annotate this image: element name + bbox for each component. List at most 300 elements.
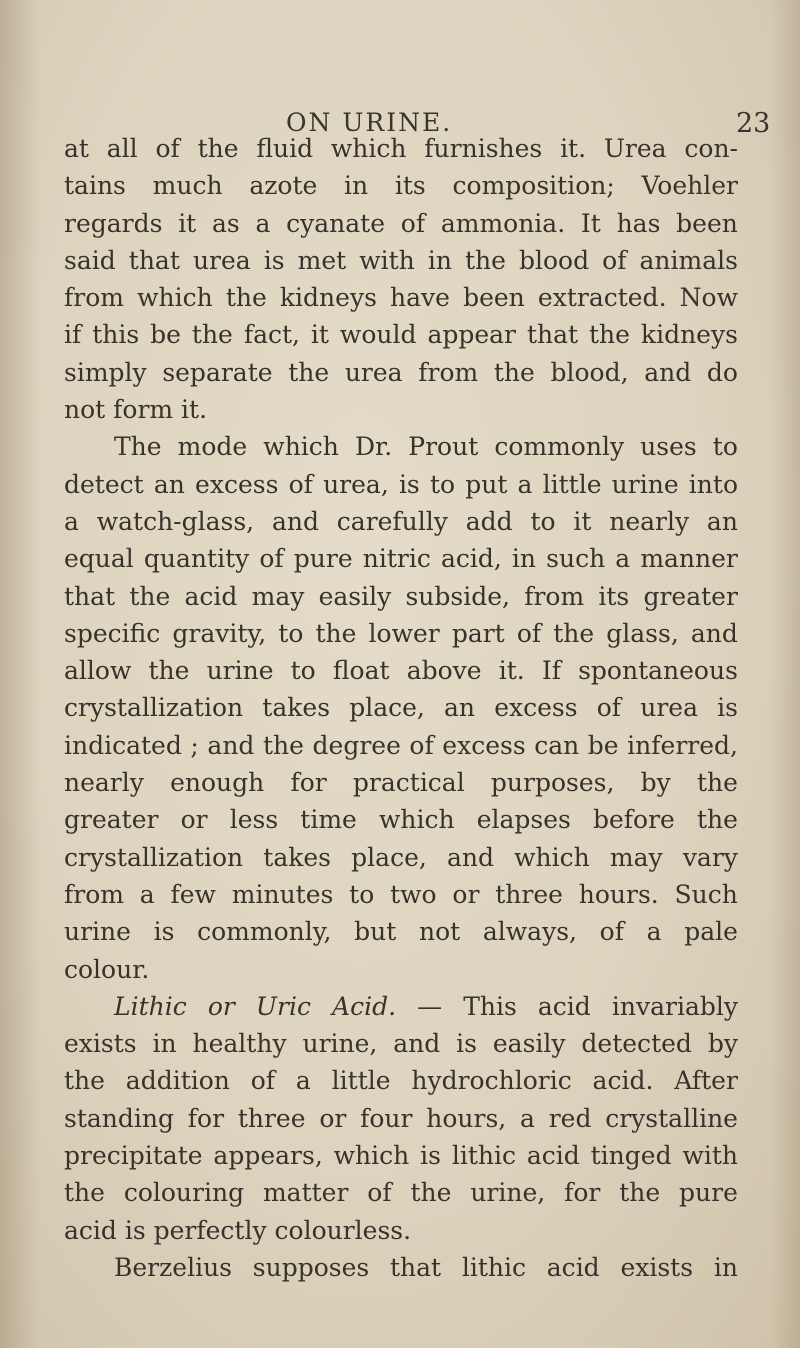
word: easily xyxy=(492,1029,566,1059)
text-line-content xyxy=(64,1137,738,1174)
word: which xyxy=(514,842,590,872)
word: the xyxy=(288,357,330,387)
word: lower xyxy=(368,618,440,648)
word: acid xyxy=(537,991,591,1021)
word: simply xyxy=(64,357,147,387)
word: not xyxy=(419,917,461,947)
text-line xyxy=(0,615,800,652)
word: glass, xyxy=(606,618,679,648)
text-line-content xyxy=(64,801,738,838)
word: urine xyxy=(206,656,274,686)
word: lithic xyxy=(451,1141,516,1171)
text-line xyxy=(0,205,800,242)
word: If xyxy=(541,656,561,686)
word: hydrochloric xyxy=(411,1066,572,1096)
word: furnishes xyxy=(424,134,543,163)
word: appears, xyxy=(213,1141,323,1171)
word: for xyxy=(564,1178,601,1208)
word: the xyxy=(410,1178,452,1208)
word: in xyxy=(427,245,452,275)
word: gravity, xyxy=(172,618,267,648)
word: place, xyxy=(351,842,427,872)
word: is xyxy=(717,693,738,723)
word: and xyxy=(446,842,494,872)
word: urea xyxy=(640,693,698,723)
text-line xyxy=(0,727,800,764)
word: easily xyxy=(318,581,392,611)
word: met xyxy=(297,245,347,275)
text-line xyxy=(0,839,800,876)
word: it xyxy=(573,506,592,536)
word: commonly xyxy=(494,432,625,462)
word: composition; xyxy=(452,171,615,201)
word: the xyxy=(553,618,595,648)
word: it xyxy=(310,320,329,350)
word: acid xyxy=(184,581,238,611)
text-line-content: colour. xyxy=(64,954,150,984)
word: practical xyxy=(352,768,465,798)
word: is xyxy=(456,1029,477,1059)
word: Lithic xyxy=(114,991,187,1021)
word: for xyxy=(290,768,327,798)
word: urine, xyxy=(302,1029,378,1059)
word: is xyxy=(153,917,175,947)
text-line xyxy=(0,1212,800,1249)
word: ; xyxy=(190,730,199,760)
word: quantity xyxy=(143,544,250,574)
word: blood, xyxy=(550,357,629,387)
text-line xyxy=(0,1100,800,1137)
word: the xyxy=(464,245,506,275)
word: float xyxy=(332,656,390,686)
word: nitric xyxy=(362,544,431,574)
word: which xyxy=(378,805,455,835)
word: exists xyxy=(64,1029,137,1059)
word: the xyxy=(64,1066,105,1096)
word: in xyxy=(344,171,369,201)
word: acid xyxy=(526,1141,580,1171)
word: may xyxy=(251,581,305,611)
word: excess xyxy=(494,693,578,723)
word: commonly, xyxy=(197,917,332,947)
text-line-content xyxy=(64,1100,738,1137)
word: urea, xyxy=(323,469,389,499)
text-line xyxy=(0,130,800,167)
word: of xyxy=(259,544,284,574)
word: the xyxy=(315,618,357,648)
word: precipitate xyxy=(64,1141,203,1171)
word: carefully xyxy=(336,506,448,536)
word: vary xyxy=(682,842,738,872)
word: in xyxy=(511,544,537,574)
word: before xyxy=(592,805,675,835)
page-number: 23 xyxy=(736,108,771,139)
word: it xyxy=(178,208,197,238)
word: extracted. xyxy=(537,283,667,313)
text-line-content xyxy=(64,578,738,615)
text-line-content xyxy=(64,540,738,577)
word: enough xyxy=(170,768,265,798)
word: less xyxy=(229,805,279,835)
text-line-content xyxy=(64,354,738,391)
word: tains xyxy=(64,171,126,201)
word: a xyxy=(255,208,271,238)
word: supposes xyxy=(252,1252,370,1282)
word: to xyxy=(712,432,738,462)
word: urine, xyxy=(470,1178,546,1208)
word: that xyxy=(128,245,180,275)
word: indicated xyxy=(64,730,182,760)
word: exists xyxy=(620,1252,694,1282)
text-line-content xyxy=(64,466,738,503)
word: manner xyxy=(640,544,738,574)
text-line xyxy=(0,1025,800,1062)
word: a xyxy=(139,879,155,909)
word: the xyxy=(64,1178,105,1208)
text-line xyxy=(0,578,800,615)
text-line xyxy=(0,354,800,391)
word: by xyxy=(707,1029,738,1059)
word: of xyxy=(599,917,624,947)
word: it. xyxy=(560,134,587,163)
word: be xyxy=(150,320,181,350)
text-line-content xyxy=(64,242,738,279)
word: been xyxy=(463,283,525,313)
word: healthy xyxy=(192,1029,287,1059)
word: to xyxy=(278,618,304,648)
word: said xyxy=(64,245,116,275)
word: two xyxy=(390,879,437,909)
word: matter xyxy=(262,1178,349,1208)
text-line xyxy=(0,951,800,988)
word: put xyxy=(465,469,508,499)
word: of xyxy=(250,1066,276,1096)
word: be xyxy=(587,730,619,760)
word: kidneys xyxy=(640,320,738,350)
running-title: ON URINE. xyxy=(286,108,453,137)
word: an xyxy=(706,506,738,536)
word: of xyxy=(367,1178,392,1208)
text-line xyxy=(0,876,800,913)
word: which xyxy=(330,134,407,163)
word: pale xyxy=(684,917,738,947)
word: to xyxy=(429,469,456,499)
word: from xyxy=(418,357,479,387)
text-line xyxy=(0,167,800,204)
word: do xyxy=(706,357,738,387)
word: at xyxy=(64,134,89,163)
word: little xyxy=(331,1066,391,1096)
word: an xyxy=(444,693,476,723)
word: the xyxy=(493,357,535,387)
text-line-content xyxy=(114,1249,738,1286)
word: mode xyxy=(177,432,248,462)
word: a xyxy=(517,469,533,499)
word: equal xyxy=(64,544,134,574)
text-line xyxy=(0,1062,800,1099)
word: the xyxy=(225,283,267,313)
word: time xyxy=(300,805,357,835)
word: four xyxy=(360,1103,413,1133)
word: regards xyxy=(64,208,163,238)
word: little xyxy=(542,469,602,499)
text-line-content: not form it. xyxy=(64,395,208,425)
word: hours, xyxy=(426,1103,507,1133)
word: with xyxy=(682,1141,738,1171)
text-line-content xyxy=(64,913,738,950)
text-line xyxy=(0,316,800,353)
text-line xyxy=(0,503,800,540)
word: acid, xyxy=(440,544,502,574)
text-line xyxy=(0,1137,800,1174)
word: azote xyxy=(249,171,318,201)
word: urine xyxy=(611,469,679,499)
word: three xyxy=(237,1103,306,1133)
word: or xyxy=(180,805,208,835)
word: few xyxy=(170,879,216,909)
word: ammonia. xyxy=(440,208,566,238)
text-line-content xyxy=(64,1174,738,1211)
word: lithic xyxy=(461,1252,527,1282)
text-line-content xyxy=(64,727,738,764)
body-text xyxy=(0,130,800,1286)
word: the xyxy=(129,581,171,611)
word: which xyxy=(333,1141,410,1171)
text-line-content xyxy=(114,428,738,465)
word: the xyxy=(148,656,190,686)
word: of xyxy=(288,469,313,499)
word: of xyxy=(400,208,426,238)
word: invariably xyxy=(611,991,738,1021)
word: The xyxy=(114,432,162,462)
word: with xyxy=(359,245,415,275)
word: can xyxy=(534,730,580,760)
word: to xyxy=(349,879,375,909)
word: the xyxy=(696,805,738,835)
word: acid xyxy=(546,1252,600,1282)
text-line-content xyxy=(114,988,738,1025)
word: part xyxy=(451,618,505,648)
text-line xyxy=(0,466,800,503)
word: takes xyxy=(263,842,332,872)
word: a xyxy=(295,1066,311,1096)
word: takes xyxy=(262,693,331,723)
word: purposes, xyxy=(490,768,615,798)
text-line-content xyxy=(64,167,738,204)
word: that xyxy=(390,1252,442,1282)
word: and xyxy=(207,730,255,760)
word: greater xyxy=(64,805,159,835)
word: above xyxy=(406,656,482,686)
word: After xyxy=(674,1066,738,1096)
word: all xyxy=(106,134,138,163)
word: the xyxy=(197,134,239,163)
text-line xyxy=(0,279,800,316)
word: excess xyxy=(442,730,526,760)
text-line-content xyxy=(64,615,738,652)
word: fluid xyxy=(256,134,314,163)
word: Such xyxy=(674,879,738,909)
word: fact, xyxy=(243,320,300,350)
text-line xyxy=(0,242,800,279)
word: but xyxy=(354,917,397,947)
word: or xyxy=(452,879,480,909)
word: a xyxy=(64,506,79,536)
word: from xyxy=(64,879,124,909)
word: as xyxy=(211,208,240,238)
word: a xyxy=(646,917,662,947)
word: which xyxy=(137,283,213,313)
text-line-content xyxy=(64,1025,738,1062)
text-line xyxy=(0,540,800,577)
text-line xyxy=(0,1174,800,1211)
text-line xyxy=(0,391,800,428)
text-line-content xyxy=(64,764,738,801)
word: separate xyxy=(162,357,273,387)
text-line-content xyxy=(64,876,738,913)
word: watch-glass, xyxy=(96,506,255,536)
word: for xyxy=(187,1103,225,1133)
word: which xyxy=(263,432,339,462)
text-line-content xyxy=(64,689,738,726)
word: has xyxy=(616,208,661,238)
text-line-content xyxy=(64,652,738,689)
word: and xyxy=(690,618,738,648)
word: — xyxy=(417,991,443,1021)
word: elapses xyxy=(476,805,571,835)
text-line xyxy=(0,652,800,689)
word: the xyxy=(696,768,738,798)
word: or xyxy=(319,1103,347,1133)
word: animals xyxy=(639,245,738,275)
word: addition xyxy=(125,1066,230,1096)
word: that xyxy=(526,320,579,350)
word: spontaneous xyxy=(578,656,738,686)
text-line-content xyxy=(64,279,738,316)
word: Berzelius xyxy=(114,1252,233,1282)
word: greater xyxy=(643,581,738,611)
word: Prout xyxy=(408,432,479,462)
text-line-content xyxy=(64,839,738,876)
word: it. xyxy=(498,656,525,686)
word: red xyxy=(548,1103,592,1133)
word: if xyxy=(64,320,82,350)
word: and xyxy=(393,1029,441,1059)
word: a xyxy=(520,1103,535,1133)
word: of xyxy=(596,693,622,723)
word: or xyxy=(207,991,235,1021)
text-line xyxy=(0,689,800,726)
word: Acid. xyxy=(332,991,397,1021)
word: is xyxy=(398,469,420,499)
word: three xyxy=(495,879,563,909)
word: urea xyxy=(192,245,251,275)
word: this xyxy=(92,320,140,350)
word: Voehler xyxy=(641,171,738,201)
word: inferred, xyxy=(627,730,738,760)
word: its xyxy=(394,171,426,201)
word: add xyxy=(465,506,513,536)
word: the xyxy=(191,320,233,350)
word: It xyxy=(580,208,601,238)
word: of xyxy=(602,245,627,275)
word: in xyxy=(152,1029,177,1059)
word: crystallization xyxy=(64,693,244,723)
word: may xyxy=(609,842,663,872)
word: urine xyxy=(64,917,131,947)
word: the xyxy=(589,320,630,350)
word: detected xyxy=(581,1029,692,1059)
word: Uric xyxy=(255,991,311,1021)
word: place, xyxy=(349,693,425,723)
word: con- xyxy=(684,134,738,163)
word: been xyxy=(676,208,738,238)
word: subside, xyxy=(405,581,510,611)
word: of xyxy=(155,134,180,163)
word: and xyxy=(271,506,319,536)
text-line-content xyxy=(64,1062,738,1099)
text-line-content xyxy=(64,130,738,167)
word: the xyxy=(619,1178,661,1208)
text-line xyxy=(0,913,800,950)
word: tinged xyxy=(590,1141,672,1171)
word: colouring xyxy=(123,1178,245,1208)
word: nearly xyxy=(609,506,690,536)
word: the xyxy=(263,730,304,760)
word: that xyxy=(64,581,116,611)
word: always, xyxy=(482,917,577,947)
word: nearly xyxy=(64,768,144,798)
word: a xyxy=(615,544,631,574)
word: Urea xyxy=(603,134,667,163)
word: its xyxy=(598,581,630,611)
word: detect xyxy=(64,469,144,499)
word: This xyxy=(463,991,517,1021)
word: cyanate xyxy=(286,208,386,238)
text-line-content xyxy=(64,205,738,242)
word: in xyxy=(713,1252,738,1282)
word: from xyxy=(64,283,124,313)
word: uses xyxy=(640,432,697,462)
text-line-content: acid is perfectly colourless. xyxy=(64,1215,412,1245)
word: acid. xyxy=(592,1066,654,1096)
word: from xyxy=(524,581,585,611)
word: urea xyxy=(344,357,403,387)
word: is xyxy=(263,245,285,275)
text-line-content xyxy=(64,503,738,540)
word: allow xyxy=(64,656,132,686)
word: hours. xyxy=(578,879,659,909)
word: and xyxy=(644,357,692,387)
word: minutes xyxy=(231,879,334,909)
word: crystalline xyxy=(605,1103,738,1133)
text-line xyxy=(0,1249,800,1286)
word: would xyxy=(339,320,417,350)
word: into xyxy=(688,469,738,499)
word: blood xyxy=(518,245,590,275)
word: pure xyxy=(293,544,353,574)
word: specific xyxy=(64,618,161,648)
text-line xyxy=(0,428,800,465)
word: have xyxy=(390,283,450,313)
text-line xyxy=(0,801,800,838)
word: such xyxy=(546,544,606,574)
word: much xyxy=(152,171,223,201)
word: kidneys xyxy=(279,283,377,313)
word: appear xyxy=(427,320,516,350)
word: is xyxy=(420,1141,441,1171)
word: crystallization xyxy=(64,842,244,872)
